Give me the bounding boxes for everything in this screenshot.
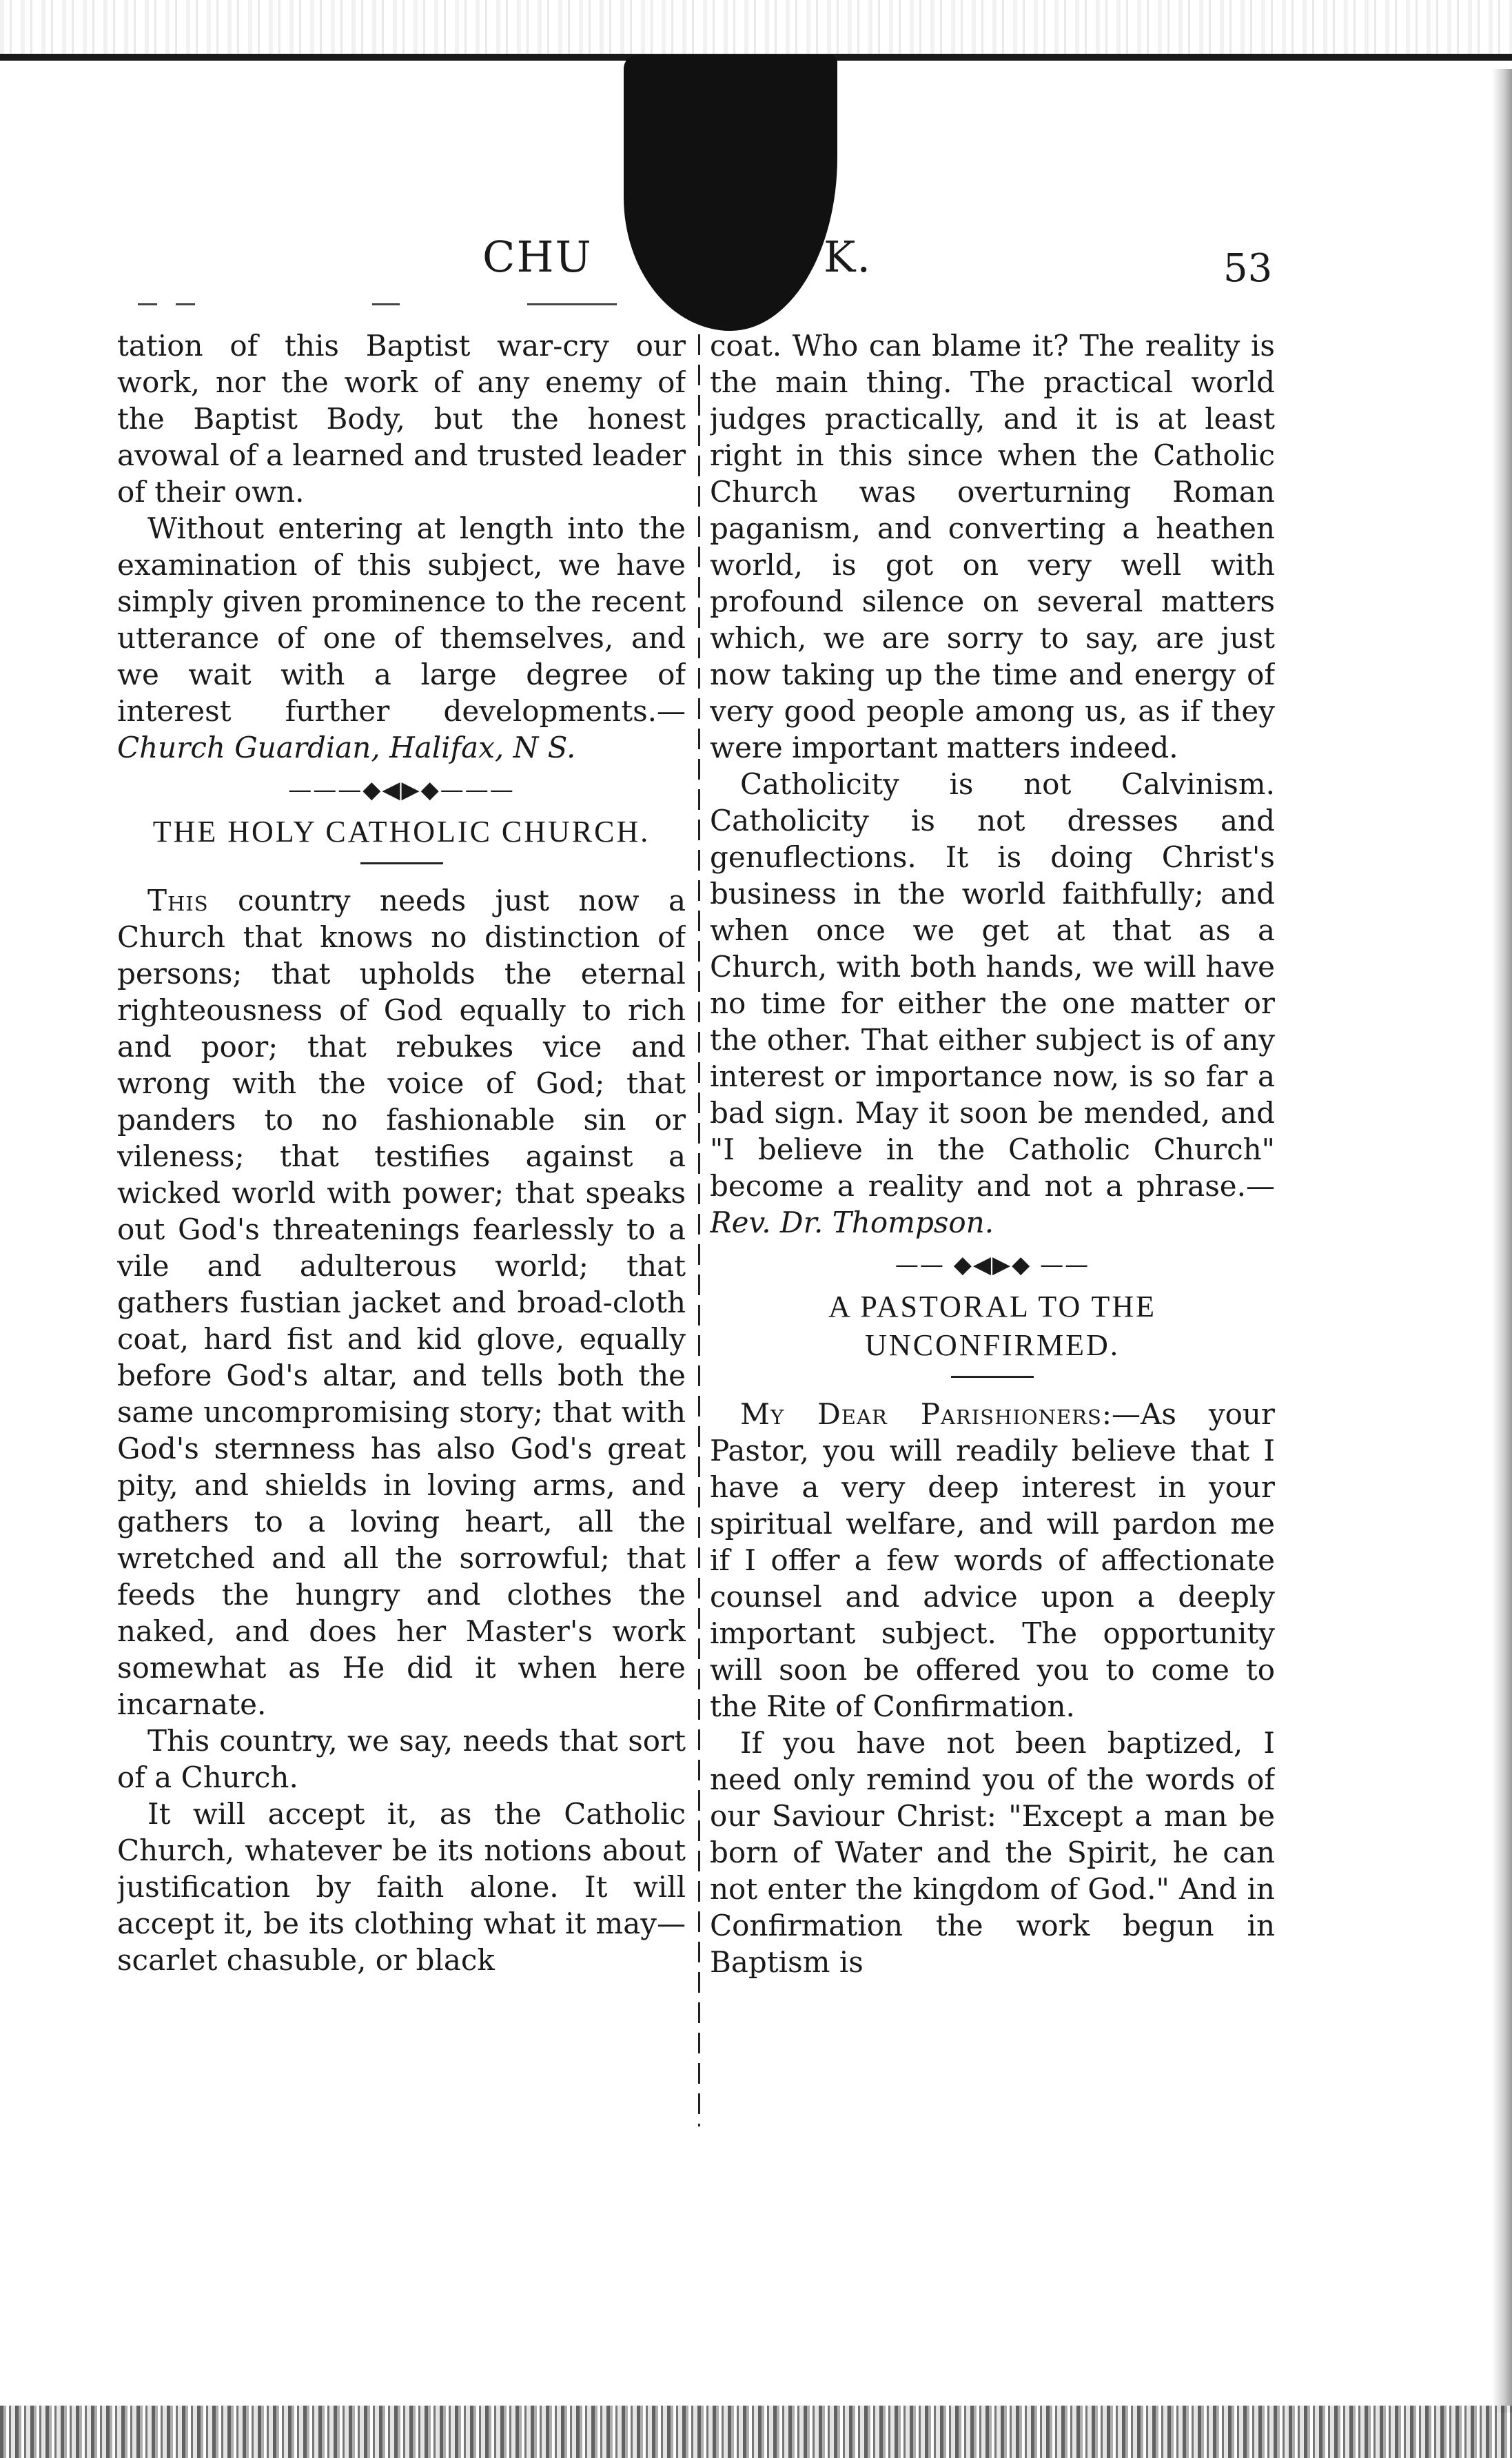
paragraph: tation of this Baptist war-cry our work, nor the work of any enemy of the Baptist Body, but the honest avowal of a learned and trusted leader of their own. [117,329,686,509]
paragraph-text: Without entering at length into the examination of this subject, we have simply given prominence to the recent utterance of one of themselves, and we wait with a large degree of interest further developments.— [117,511,686,728]
header-dash [176,303,195,305]
ink-blot [624,55,837,331]
paragraph [117,510,686,766]
source-attribution: Rev. Dr. Thompson. [710,1206,994,1239]
section-ornament: ———◆◀▶◆——— [288,776,515,804]
paragraph-text: Catholicity is not Calvinism. Catholicity is not dresses and genuflections. It is doing Christ's business in the world faithfully; and when once we get at that as a Church, with both hands, we will have no time for either the one matter or the other. That either subject is of any interest or importance now, is so far a bad sign. May it soon be mended, and "I believe in the Catholic Church" become a reality and not a phrase.— [710,767,1275,1203]
running-head-right: K. [824,232,872,282]
right-column [710,327,1275,2196]
source-attribution: Church Guardian, Halifax, N S. [117,731,576,764]
header-dash [527,303,617,305]
scan-noise-bottom [0,2406,1512,2458]
scan-noise-top [0,0,1512,55]
running-head-left: CHU [482,232,593,282]
left-column [117,327,686,2196]
paragraph [710,1396,1275,1725]
section-ornament: —— ◆◀▶◆ —— [895,1251,1090,1279]
opening-word: This [147,884,209,917]
heading-rule [360,862,443,864]
paragraph: It will accept it, as the Catholic Church, whatever be its notions about justification by faith alone. It will accept it, be its clothing what it may—scarlet chasuble, or black [117,1797,686,1977]
article-heading: A PASTORAL TO THE UNCONFIRMED. [828,1290,1157,1362]
paragraph: If you have not been baptized, I need only remind you of the words of our Saviour Christ: "Except a man be born of Water and the Spirit, he can not enter the kingdom of God." And in Confirmation the work begun in Baptism is [710,1726,1275,1979]
paragraph: This country, we say, needs that sort of a Church. [117,1724,686,1794]
paragraph: coat. Who can blame it? The reality is the main thing. The practical world judges practically, and it is at least right in this since when the Catholic Church was overturning Roman paganism, and converting a heathen world, is got on very well with profound silence on several matters which, we are sorry to say, are just now taking up the time and energy of very good people among us, as if they were important matters indeed. [710,329,1275,764]
paragraph-text: :—As your Pastor, you will readily believe that I have a very deep interest in your spiritual welfare, and will pardon me if I offer a few words of affectionate counsel and advice upon a deeply important subject. The opportunity will soon be offered you to come to the Rite of Confirmation. [710,1397,1275,1723]
header-dash [138,303,157,305]
column-divider [698,334,700,2126]
header-dash [372,303,400,305]
salutation: My Dear Parishioners [740,1397,1102,1431]
page-number: 53 [1223,246,1273,291]
paragraph-text: country needs just now a Church that knows no distinction of persons; that upholds the eternal righteousness of God equally to rich and poor; that rebukes vice and wrong with the voice of God; that panders to no fashionable sin or vileness; that testifies against a wicked world with power; that speaks out God's threatenings fearlessly to a vile and adulterous world; that gathers fustian jacket and broad-cloth coat, hard fist and kid glove, equally before God's altar, and tells both the same uncompromising story; that with God's sternness has also God's great pity, and shields in loving arms, and gathers to a loving heart, all the wretched and all the sorrowful; that feeds the hungry and clothes the naked, and does her Master's work somewhat as He did it when here incarnate. [117,884,686,1721]
article-heading: THE HOLY CATHOLIC CHURCH. [152,815,651,849]
paragraph [117,882,686,1723]
paragraph [710,766,1275,1241]
page-edge-shadow [1492,69,1512,2413]
heading-rule [951,1376,1034,1378]
